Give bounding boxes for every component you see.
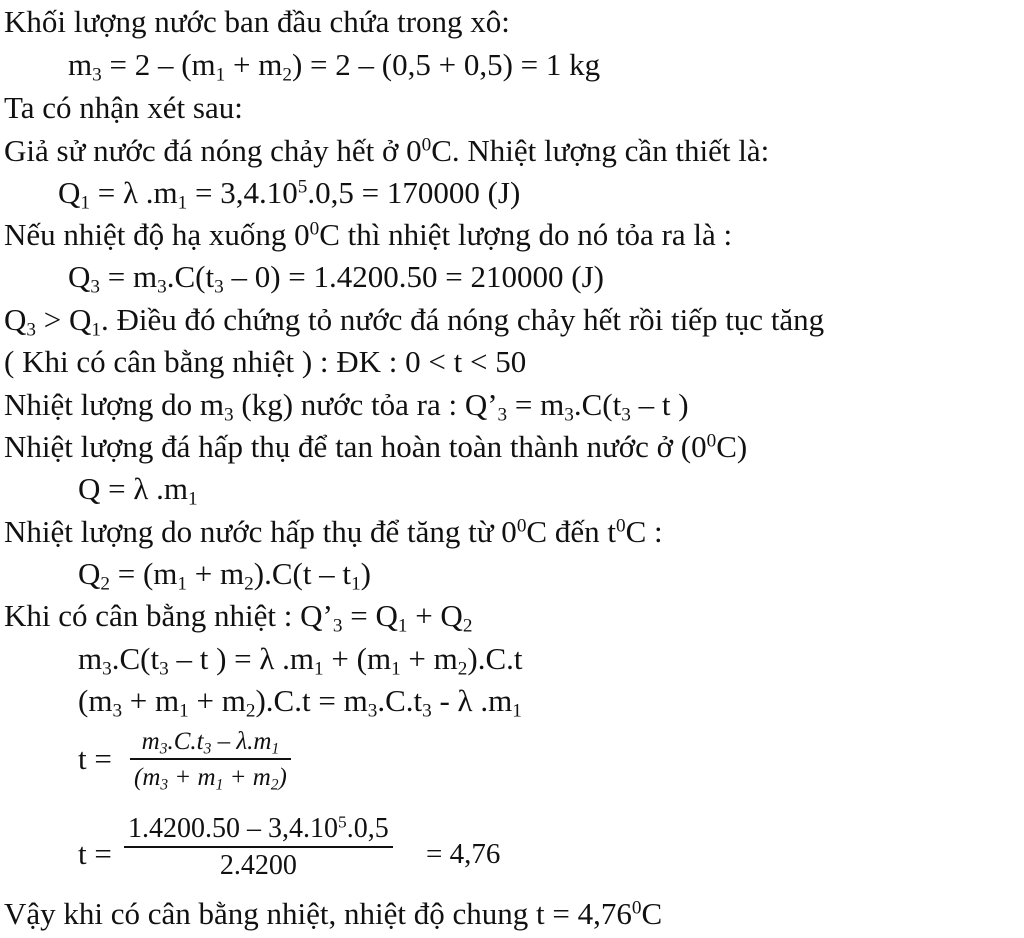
fraction-formula bbox=[130, 726, 291, 796]
fraction-formula bbox=[124, 812, 393, 884]
equation-line: $Q_3 = m_3.C(t_3 - 0) = 1.4200.50 = 210000$ (J) bbox=[68, 259, 604, 298]
fraction-lhs: t = bbox=[78, 741, 112, 776]
text-line: Nhiệt lượng do nước hấp thụ để tăng từ $0^0C$ đến $t^0C$ : bbox=[4, 514, 663, 549]
text-line: Nếu nhiệt độ hạ xuống $0^0C$ thì nhiệt lượng do nó tỏa ra là : bbox=[4, 217, 733, 252]
fraction-numerator: $m_3.C.t_3 - \lambda.m_1$ bbox=[141, 728, 280, 758]
fraction-numerator: 1.4200.50 – 3,4.10$^5$.0,5 bbox=[128, 812, 389, 844]
fraction-result: = 4,76 bbox=[426, 838, 501, 870]
fraction-denominator: $(m_3 + m_1 + m_2)$ bbox=[134, 764, 287, 794]
text-line: Nhiệt lượng do $m_3$ (kg) nước tỏa ra : $Q’_3 = m_3.C(t_3 - t$ ) bbox=[4, 387, 689, 426]
text-line: $Q_3 > Q_1$. Điều đó chứng tỏ nước đá nóng chảy hết rồi tiếp tục tăng bbox=[4, 302, 825, 341]
equation-line: $(m_3 + m_1 + m_2).C.t = m_3.C.t_3 - \lambda$ $.m_1$ bbox=[78, 683, 522, 722]
text-line: Khối lượng nước ban đầu chứa trong xô: bbox=[4, 4, 510, 39]
equation-line: Q = λ $.m_1$ bbox=[78, 471, 198, 510]
equation-line: $m_3.C(t_3$ – t ) = λ $.m_1 + (m_1 + m_2).C.t$ bbox=[78, 641, 523, 680]
fraction-lhs: t = bbox=[78, 836, 112, 871]
conclusion-line: Vậy khi có cân bằng nhiệt, nhiệt độ chung $t = 4,76^0C$ bbox=[4, 896, 663, 931]
equation-line: $Q_2 = (m_1 + m_2).C(t - t_1)$ bbox=[78, 556, 371, 595]
text-line: Nhiệt lượng đá hấp thụ để tan hoàn toàn thành nước ở $(0^0C)$ bbox=[4, 429, 748, 464]
text-line: Ta có nhận xét sau: bbox=[4, 90, 243, 125]
text-line: Khi có cân bằng nhiệt : $Q’_3 = Q_1 + Q_2$ bbox=[4, 598, 473, 637]
equation-line: $m_3 = 2 - (m_1 + m_2) = 2 - (0,5 + 0,5) = 1$ kg bbox=[68, 47, 601, 86]
text-line: Giả sử nước đá nóng chảy hết ở $0^0C$. Nhiệt lượng cần thiết là: bbox=[4, 133, 770, 168]
text-line: ( Khi có cân bằng nhiệt ) : ĐK : 0 < t < 50 bbox=[4, 344, 527, 379]
fraction-denominator: 2.4200 bbox=[219, 850, 297, 881]
equation-line: $Q_1 = \lambda$ $.m_1 = 3,4.10^5.0,5 = 170000$ (J) bbox=[58, 175, 521, 214]
